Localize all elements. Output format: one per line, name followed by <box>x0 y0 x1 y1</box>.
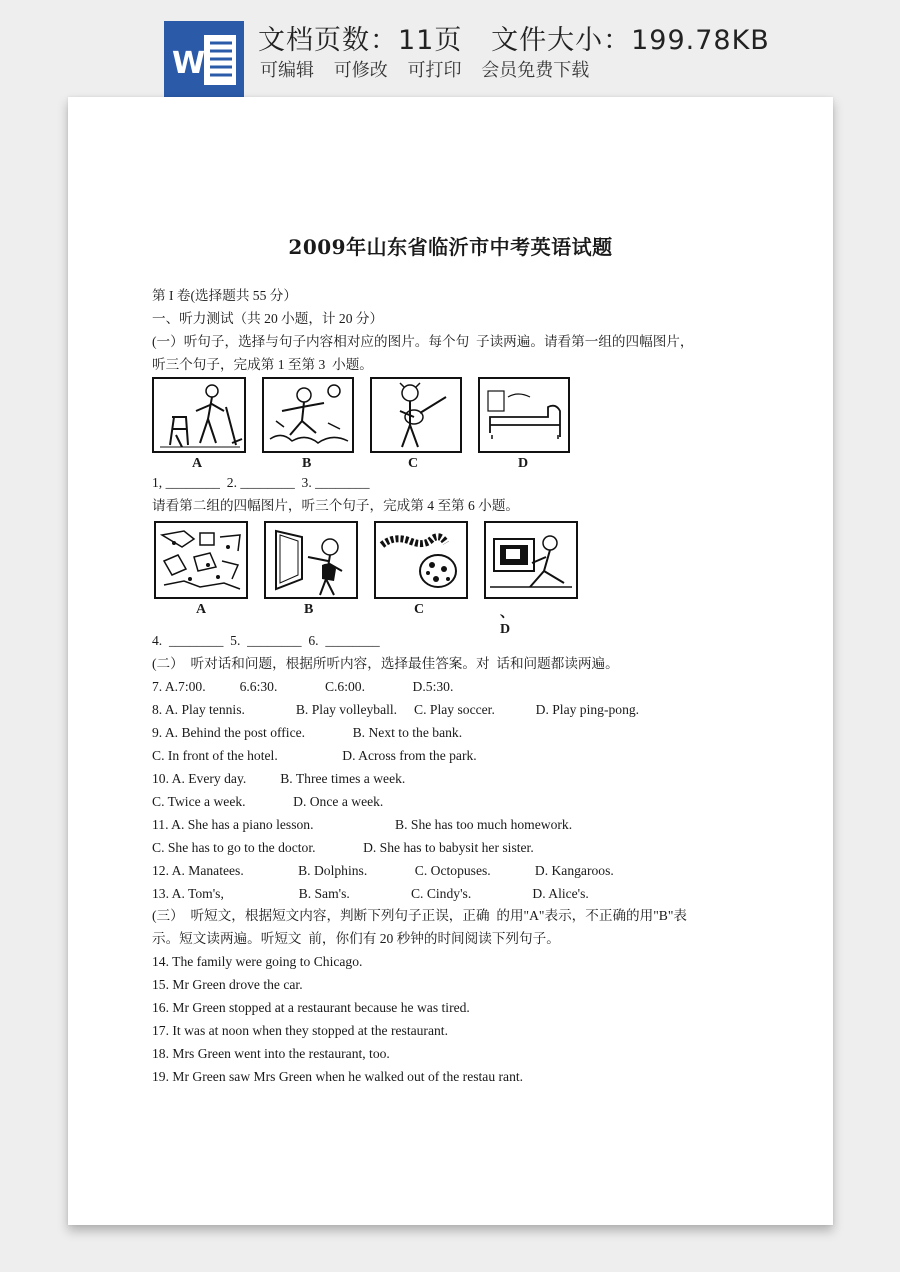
document-title: 2009年山东省临沂市中考英语试题 <box>288 235 613 259</box>
feature-editable: 可编辑 <box>260 60 314 81</box>
answer-blanks: 1, ________ 2. ________ 3. ________ <box>152 475 370 490</box>
person-at-blackboard-picture <box>264 521 358 599</box>
feature-modifiable: 可修改 <box>333 60 388 81</box>
question-10-options: C. Twice a week. D. Once a week. <box>152 794 384 809</box>
file-info: 文档页数：11页 文件大小：199.78KB <box>258 25 770 56</box>
person-playing-guitar-picture <box>370 377 462 453</box>
feature-list <box>260 56 597 82</box>
instruction-text: 听三个句子，完成第 1 至第 3 小题。 <box>152 357 373 372</box>
question-10: 10. A. Every day. B. Three times a week. <box>152 771 406 786</box>
picture-label-d: 、D <box>500 606 514 637</box>
picture-label-c: C <box>414 602 425 617</box>
question-11: 11. A. She has a piano lesson. B. She has too much homework. <box>152 817 573 832</box>
person-playing-outdoors-picture <box>262 377 354 453</box>
document-page <box>68 97 833 1225</box>
snake-and-ball-picture <box>374 521 468 599</box>
picture-label-a: A <box>196 602 207 617</box>
instruction-text: 请看第二组的四幅图片，听三个句子，完成第 4 至第 6 小题。 <box>152 498 520 513</box>
answer-blanks: 4. ________ 5. ________ 6. ________ <box>152 633 380 648</box>
picture-label-b: B <box>302 456 312 471</box>
section-heading: 第 I 卷(选择题共 55 分） <box>152 288 297 303</box>
bed-furniture-picture <box>478 377 570 453</box>
question-7: 7. A.7:00. 6.6:30. C.6:00. D.5:30. <box>152 679 454 694</box>
question-11-options: C. She has to go to the doctor. D. She has to babysit her sister. <box>152 840 534 855</box>
download-banner <box>0 0 900 96</box>
picture-label-c: C <box>408 456 419 471</box>
person-with-chair-and-broom-picture <box>152 377 246 453</box>
cluttered-room-picture <box>154 521 248 599</box>
statement-18: 18. Mrs Green went into the restaurant, too. <box>152 1046 390 1061</box>
question-13: 13. A. Tom's, B. Sam's. C. Cindy's. D. Alice's. <box>152 886 589 901</box>
statement-15: 15. Mr Green drove the car. <box>152 977 303 992</box>
instruction-text: (一）听句子，选择与句子内容相对应的图片。每个句 子读两遍。请看第一组的四幅图片， <box>152 334 694 349</box>
picture-label-b: B <box>304 602 314 617</box>
statement-14: 14. The family were going to Chicago. <box>152 954 363 969</box>
part-heading: (二） 听对话和问题，根据所听内容，选择最佳答案。对 话和问题都读两遍。 <box>152 656 619 671</box>
statement-17: 17. It was at noon when they stopped at the restaurant. <box>152 1023 448 1038</box>
person-with-television-picture <box>484 521 578 599</box>
picture-label-d: D <box>518 456 529 471</box>
part-heading: (三） 听短文，根据短文内容，判断下列句子正误，正确 的用"A"表示，不正确的用"B"表 <box>152 908 687 923</box>
question-9: 9. A. Behind the post office. B. Next to the bank. <box>152 725 463 740</box>
question-9-options: C. In front of the hotel. D. Across from the park. <box>152 748 477 763</box>
feature-member-download: 会员免费下载 <box>481 60 590 81</box>
feature-printable: 可打印 <box>407 60 462 81</box>
statement-16: 16. Mr Green stopped at a restaurant because he was tired. <box>152 1000 470 1015</box>
part-heading: 一、听力测试（共 20 小题，计 20 分） <box>152 311 384 326</box>
instruction-text: 示。短文读两遍。听短文 前，你们有 20 秒钟的时间阅读下列句子。 <box>152 931 560 946</box>
word-document-icon <box>164 21 244 97</box>
svg-text:W: W <box>172 46 206 81</box>
statement-19: 19. Mr Green saw Mrs Green when he walked out of the restau rant. <box>152 1069 524 1084</box>
question-8: 8. A. Play tennis. B. Play volleyball. C. Play soccer. D. Play ping-pong. <box>152 702 640 717</box>
picture-label-a: A <box>192 456 203 471</box>
question-12: 12. A. Manatees. B. Dolphins. C. Octopuses. D. Kangaroos. <box>152 863 614 878</box>
